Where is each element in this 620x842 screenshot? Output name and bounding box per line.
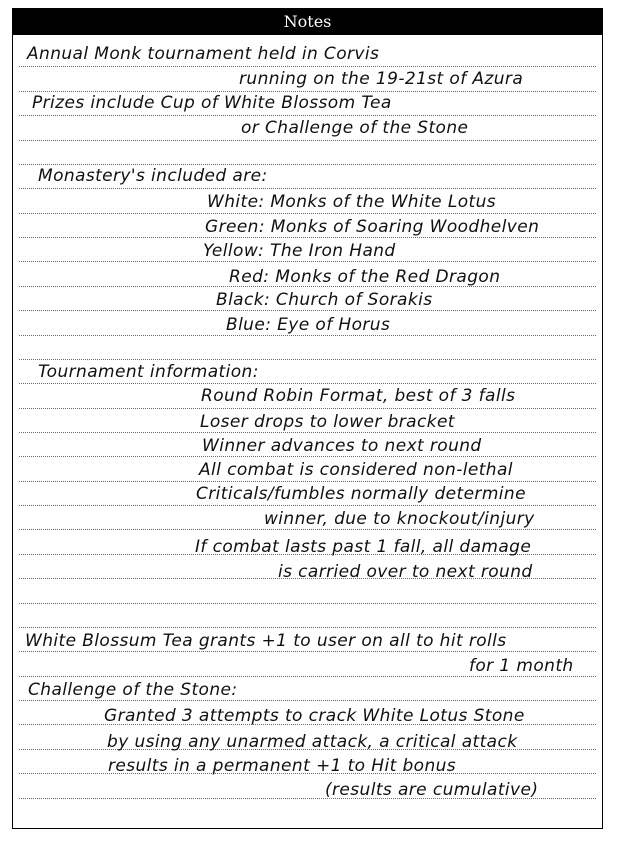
monastery-item: Blue: Eye of Horus — [226, 315, 391, 335]
rule-line — [19, 164, 596, 165]
info-heading: Tournament information: — [38, 362, 259, 382]
rule-line — [19, 359, 596, 360]
monastery-item: White: Monks of the White Lotus — [207, 192, 497, 212]
rule-line — [19, 383, 596, 384]
rule-line — [19, 408, 596, 409]
prizes-line: or Challenge of the Stone — [241, 118, 469, 138]
info-item: winner, due to knockout/injury — [264, 509, 535, 529]
rule-line — [19, 432, 596, 433]
rule-line — [19, 456, 596, 457]
notes-header: Notes — [13, 9, 602, 35]
rule-line — [19, 505, 596, 506]
monastery-item: Yellow: The Iron Hand — [203, 241, 396, 261]
info-item: If combat lasts past 1 fall, all damage — [195, 537, 532, 557]
info-item: Loser drops to lower bracket — [200, 412, 455, 432]
notes-lines — [19, 35, 596, 828]
info-item: Winner advances to next round — [202, 436, 482, 456]
monastery-item: Red: Monks of the Red Dragon — [229, 267, 501, 287]
info-item: is carried over to next round — [278, 562, 533, 582]
rule-line — [19, 140, 596, 141]
rule-line — [19, 700, 596, 701]
tournament-title: Annual Monk tournament held in Corvis — [27, 44, 380, 64]
challenge-heading: Challenge of the Stone: — [28, 680, 238, 700]
rule-line — [19, 481, 596, 482]
tea-line: White Blossum Tea grants +1 to user on all to hit rolls — [25, 631, 507, 651]
rule-line — [19, 310, 596, 311]
monasteries-heading: Monastery's included are: — [38, 166, 268, 186]
rule-line — [19, 627, 596, 628]
rule-line — [19, 261, 596, 262]
challenge-item: by using any unarmed attack, a critical attack — [107, 732, 518, 752]
rule-line — [19, 603, 596, 604]
info-item: All combat is considered non-lethal — [199, 460, 513, 480]
tea-line: for 1 month — [469, 656, 574, 676]
rule-line — [19, 237, 596, 238]
info-item: Criticals/fumbles normally determine — [196, 484, 526, 504]
challenge-item: (results are cumulative) — [325, 780, 539, 800]
rule-line — [19, 188, 596, 189]
tournament-dates: running on the 19-21st of Azura — [239, 69, 524, 89]
challenge-item: results in a permanent +1 to Hit bonus — [108, 756, 457, 776]
monastery-item: Black: Church of Sorakis — [216, 290, 433, 310]
prizes-line: Prizes include Cup of White Blossom Tea — [32, 93, 392, 113]
notes-sheet — [12, 8, 603, 829]
rule-line — [19, 529, 596, 530]
info-item: Round Robin Format, best of 3 falls — [201, 386, 516, 406]
rule-line — [19, 651, 596, 652]
rule-line — [19, 213, 596, 214]
rule-line — [19, 335, 596, 336]
challenge-item: Granted 3 attempts to crack White Lotus Stone — [104, 706, 525, 726]
rule-line — [19, 66, 596, 67]
rule-line — [19, 115, 596, 116]
rule-line — [19, 676, 596, 677]
rule-line — [19, 91, 596, 92]
monastery-item: Green: Monks of Soaring Woodhelven — [205, 217, 540, 237]
